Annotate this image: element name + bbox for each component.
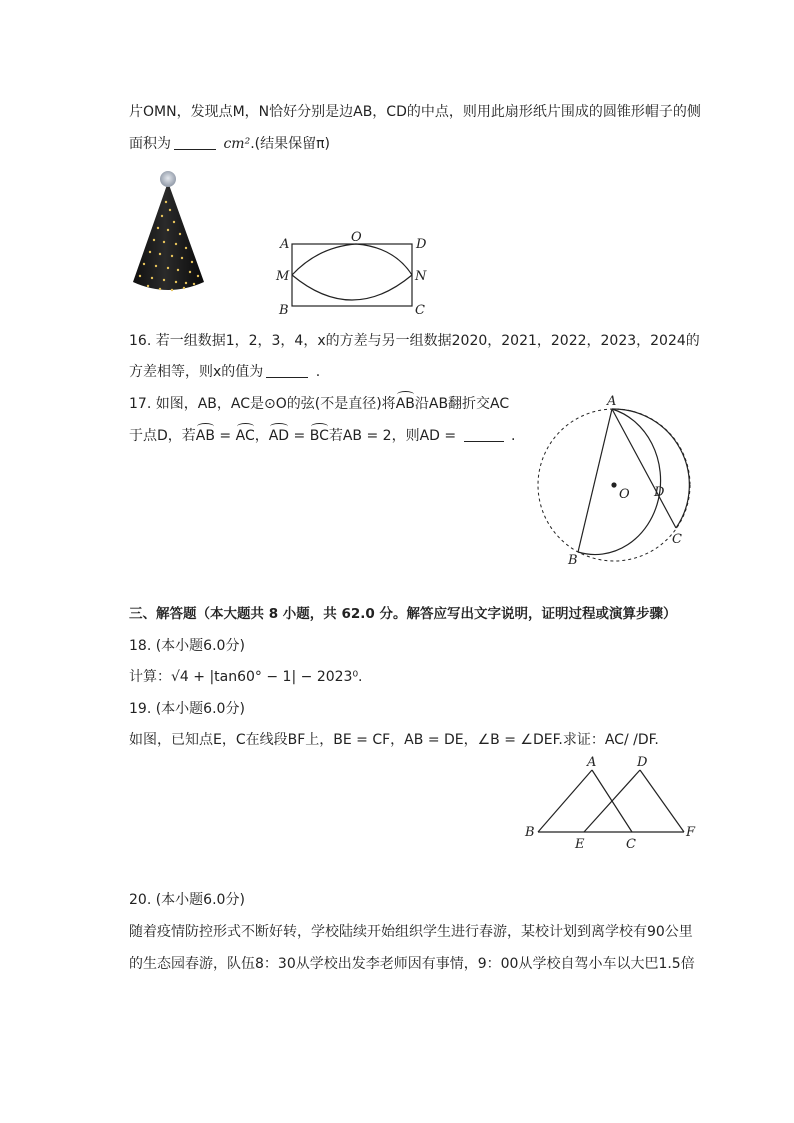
label-N: N <box>415 269 427 284</box>
label-B: B <box>279 303 289 318</box>
q20-line2: 的生态园春游，队伍8：30从学校出发李老师因有事情，9：00从学校自驾小车以大巴1.5倍 <box>129 956 695 972</box>
figure-triangles <box>520 752 700 852</box>
label-F: F <box>686 825 696 840</box>
party-hat-image <box>128 170 208 300</box>
q15-line2-pre: 面积为 <box>129 136 171 152</box>
answer-blank <box>464 427 504 442</box>
arc-AD: AD <box>268 428 290 444</box>
q15-unit: cm² <box>223 136 251 152</box>
label-O: O <box>619 487 630 502</box>
arc-BC: BC <box>309 428 329 444</box>
q15-line1: 片OMN，发现点M，N恰好分别是边AB，CD的中点，则用此扇形纸片围成的圆锥形帽子的侧 <box>129 104 701 120</box>
q16-line2-post: . <box>315 364 321 380</box>
q16-line1: 16. 若一组数据1，2，3，4，x的方差与另一组数据2020，2021，2022，2023，2024的 <box>129 333 700 349</box>
figure-rectangle-sector <box>270 230 430 320</box>
label-D: D <box>416 237 427 252</box>
q17-line2-a: 于点D，若 <box>129 428 196 444</box>
arc-AB: AB <box>395 396 415 412</box>
q20-line1: 随着疫情防控形式不断好转，学校陆续开始组织学生进行春游，某校计划到离学校有90公里 <box>129 924 693 940</box>
label-D: D <box>637 755 648 770</box>
label-C: C <box>672 532 682 547</box>
section-heading: 三、解答题（本大题共 8 小题，共 62.0 分。解答应写出文字说明，证明过程或演算步骤） <box>129 606 677 622</box>
label-B: B <box>525 825 535 840</box>
label-D: D <box>654 485 665 500</box>
label-C: C <box>415 303 425 318</box>
label-A: A <box>587 755 597 770</box>
q17-line2-b: 若AB = 2，则AD = <box>328 428 457 444</box>
answer-blank <box>266 363 308 378</box>
q17-line1-a: 17. 如图，AB，AC是⊙O的弦(不是直径)将 <box>129 396 396 412</box>
figure-circle-fold <box>530 390 700 570</box>
arc-AC: AC <box>235 428 255 444</box>
equals-sign: = <box>214 428 236 444</box>
q18-head: 18. (本小题6.0分) <box>129 638 245 654</box>
q19-body: 如图，已知点E，C在线段BF上，BE = CF，AB = DE，∠B = ∠DEF.求证：AC/ /DF. <box>129 732 659 748</box>
q17-line2-post: . <box>511 428 516 444</box>
separator: ， <box>254 428 269 444</box>
label-A: A <box>280 237 290 252</box>
label-O: O <box>351 230 362 245</box>
label-C: C <box>626 837 636 852</box>
label-M: M <box>276 269 290 284</box>
label-B: B <box>568 553 578 568</box>
label-A: A <box>607 394 617 409</box>
q20-head: 20. (本小题6.0分) <box>129 892 245 908</box>
answer-blank <box>174 135 216 150</box>
q17-line1-b: 沿AB翻折交AC <box>414 396 510 412</box>
q15-line2-post: .(结果保留π) <box>250 136 330 152</box>
q19-head: 19. (本小题6.0分) <box>129 701 245 717</box>
equals-sign: = <box>289 428 310 444</box>
q15-line2 <box>129 134 330 154</box>
arc-AB-2: AB <box>195 428 215 444</box>
q16-line2-pre: 方差相等，则x的值为 <box>129 364 264 380</box>
label-E: E <box>575 837 585 852</box>
q16-line2 <box>129 362 320 382</box>
q18-body: 计算：√4 + |tan60° − 1| − 2023⁰. <box>129 669 363 685</box>
q17-line2 <box>129 426 515 446</box>
q17-line1 <box>129 394 509 414</box>
